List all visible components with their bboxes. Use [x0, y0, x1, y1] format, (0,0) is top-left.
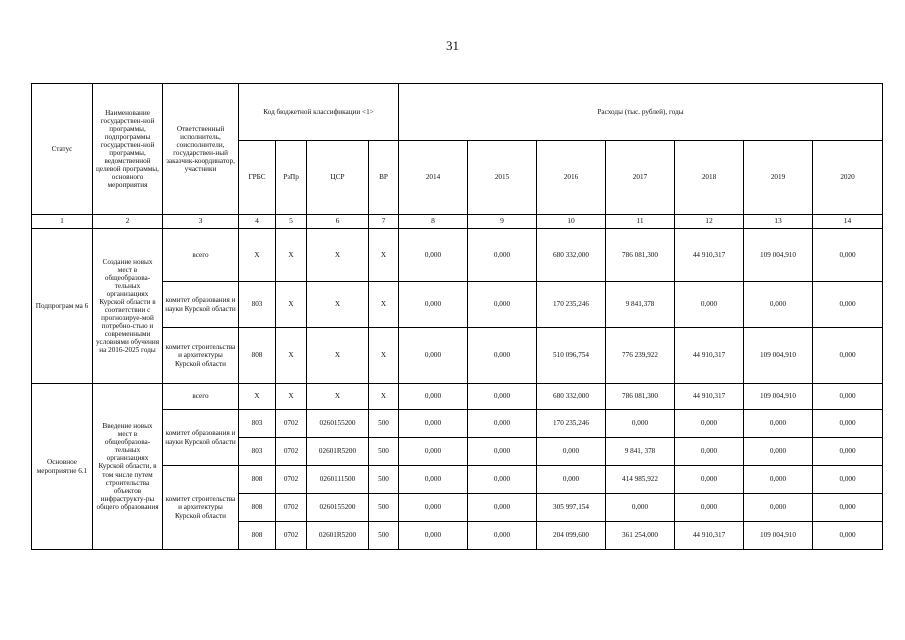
cell-rzpr: X	[276, 328, 307, 384]
cell-value: 170 235,246	[537, 282, 606, 328]
cell-value: 414 985,922	[606, 466, 675, 494]
column-number: 13	[744, 215, 813, 229]
cell-vr: X	[369, 229, 399, 282]
cell-grbs: 808	[239, 328, 276, 384]
cell-csr: X	[307, 384, 369, 410]
cell-value: 9 841,378	[606, 282, 675, 328]
column-number: 1	[32, 215, 93, 229]
cell-value: 776 239,922	[606, 328, 675, 384]
cell-csr: 0260155200	[307, 410, 369, 438]
row-participant: комитет строительства и архитектуры Курской области	[163, 328, 239, 384]
cell-value: 0,000	[537, 466, 606, 494]
column-number: 9	[468, 215, 537, 229]
cell-csr: X	[307, 282, 369, 328]
cell-csr: 0260155200	[307, 494, 369, 522]
cell-value: 0,000	[468, 466, 537, 494]
cell-value: 0,000	[399, 328, 468, 384]
cell-value: 0,000	[468, 494, 537, 522]
cell-value: 9 841, 378	[606, 438, 675, 466]
row-status: Основное мероприятие 6.1	[32, 384, 93, 550]
cell-rzpr: X	[276, 229, 307, 282]
header-year: 2014	[399, 141, 468, 215]
column-number: 3	[163, 215, 239, 229]
cell-value: 0,000	[744, 282, 813, 328]
header-status: Статус	[32, 84, 93, 215]
header-responsible: Ответственный исполнитель, соисполнители, государствен-ный заказчик-координатор, участники	[163, 84, 239, 215]
cell-value: 0,000	[813, 384, 883, 410]
cell-value: 0,000	[468, 328, 537, 384]
cell-csr: 02601R5200	[307, 522, 369, 550]
cell-value: 204 099,600	[537, 522, 606, 550]
cell-grbs: X	[239, 384, 276, 410]
cell-value: 109 004,910	[744, 384, 813, 410]
cell-vr: X	[369, 328, 399, 384]
cell-value: 0,000	[813, 229, 883, 282]
cell-rzpr: X	[276, 282, 307, 328]
cell-value: 109 004,910	[744, 522, 813, 550]
cell-value: 0,000	[537, 438, 606, 466]
cell-vr: X	[369, 282, 399, 328]
column-number-row	[32, 215, 883, 229]
header-year: 2020	[813, 141, 883, 215]
header-year: 2017	[606, 141, 675, 215]
cell-grbs: 808	[239, 494, 276, 522]
row-name: Создание новых мест в общеобразова-тельных организациях Курской области в соответствии с прогнозируе-мой потребно-стью и современными условиями обучения на 2016-2025 годы	[93, 229, 163, 384]
cell-value: 0,000	[675, 410, 744, 438]
cell-value: 0,000	[606, 494, 675, 522]
header-code-rzpr: РзПр	[276, 141, 307, 215]
cell-value: 44 910,317	[675, 229, 744, 282]
cell-value: 0,000	[675, 494, 744, 522]
cell-vr: X	[369, 384, 399, 410]
cell-grbs: 803	[239, 282, 276, 328]
cell-rzpr: 0702	[276, 522, 307, 550]
column-number: 14	[813, 215, 883, 229]
cell-value: 680 332,000	[537, 384, 606, 410]
row-participant: всего	[163, 229, 239, 282]
header-code-csr: ЦСР	[307, 141, 369, 215]
cell-value: 0,000	[744, 466, 813, 494]
column-number: 6	[307, 215, 369, 229]
cell-value: 0,000	[468, 410, 537, 438]
page-number: 31	[446, 38, 459, 53]
cell-vr: 500	[369, 438, 399, 466]
cell-value: 109 004,910	[744, 229, 813, 282]
cell-value: 0,000	[399, 384, 468, 410]
cell-csr: 0260111500	[307, 466, 369, 494]
cell-value: 510 096,754	[537, 328, 606, 384]
row-participant: всего	[163, 384, 239, 410]
cell-grbs: 808	[239, 466, 276, 494]
cell-rzpr: 0702	[276, 494, 307, 522]
cell-value: 0,000	[675, 282, 744, 328]
cell-value: 0,000	[606, 410, 675, 438]
cell-grbs: 803	[239, 438, 276, 466]
column-number: 4	[239, 215, 276, 229]
table-row	[32, 384, 883, 410]
cell-value: 0,000	[813, 522, 883, 550]
cell-rzpr: 0702	[276, 410, 307, 438]
cell-value: 0,000	[468, 282, 537, 328]
cell-value: 0,000	[468, 229, 537, 282]
column-number: 8	[399, 215, 468, 229]
header-name: Наименование государствен-ной программы, подпрограммы государствен-ной программы, ведомственной целевой программы, основного мероприятия	[93, 84, 163, 215]
row-participant: комитет образования и науки Курской области	[163, 282, 239, 328]
cell-value: 44 910,317	[675, 522, 744, 550]
cell-value: 0,000	[399, 410, 468, 438]
cell-value: 361 254,000	[606, 522, 675, 550]
cell-value: 0,000	[675, 438, 744, 466]
cell-value: 0,000	[399, 466, 468, 494]
cell-value: 786 081,300	[606, 384, 675, 410]
cell-value: 0,000	[399, 438, 468, 466]
row-status: Подпрограм ма 6	[32, 229, 93, 384]
cell-value: 0,000	[744, 410, 813, 438]
cell-vr: 500	[369, 522, 399, 550]
cell-rzpr: 0702	[276, 438, 307, 466]
column-number: 5	[276, 215, 307, 229]
cell-csr: X	[307, 229, 369, 282]
column-number: 10	[537, 215, 606, 229]
cell-csr: 02601R5200	[307, 438, 369, 466]
cell-value: 0,000	[813, 494, 883, 522]
cell-grbs: 808	[239, 522, 276, 550]
cell-value: 0,000	[399, 522, 468, 550]
cell-csr: X	[307, 328, 369, 384]
budget-table	[31, 83, 883, 550]
cell-value: 0,000	[813, 438, 883, 466]
column-number: 12	[675, 215, 744, 229]
cell-value: 0,000	[468, 438, 537, 466]
table-row	[32, 229, 883, 282]
column-number: 7	[369, 215, 399, 229]
cell-value: 0,000	[399, 229, 468, 282]
cell-value: 0,000	[744, 438, 813, 466]
header-year: 2019	[744, 141, 813, 215]
cell-value: 0,000	[399, 282, 468, 328]
cell-value: 170 235,246	[537, 410, 606, 438]
header-year: 2016	[537, 141, 606, 215]
column-number: 11	[606, 215, 675, 229]
cell-value: 0,000	[813, 282, 883, 328]
header-expenses: Расходы (тыс. рублей), годы	[399, 84, 883, 141]
cell-value: 0,000	[813, 410, 883, 438]
cell-value: 786 081,300	[606, 229, 675, 282]
row-participant: комитет строительства и архитектуры Курской области	[163, 466, 239, 550]
row-name: Введение новых мест в общеобразова-тельных организациях Курской области, в том числе путем строительства объектов инфраструкту-ры общего образования	[93, 384, 163, 550]
header-year: 2015	[468, 141, 537, 215]
cell-value: 305 997,154	[537, 494, 606, 522]
cell-vr: 500	[369, 410, 399, 438]
cell-vr: 500	[369, 494, 399, 522]
header-code-vr: ВР	[369, 141, 399, 215]
cell-rzpr: 0702	[276, 466, 307, 494]
cell-grbs: X	[239, 229, 276, 282]
cell-value: 0,000	[813, 328, 883, 384]
cell-value: 0,000	[468, 522, 537, 550]
header-budget-code: Код бюджетной классификации <1>	[239, 84, 399, 141]
cell-value: 680 332,000	[537, 229, 606, 282]
cell-value: 0,000	[744, 494, 813, 522]
cell-value: 44 910,317	[675, 328, 744, 384]
cell-value: 0,000	[399, 494, 468, 522]
cell-value: 0,000	[675, 466, 744, 494]
header-year: 2018	[675, 141, 744, 215]
header-code-grbs: ГРБС	[239, 141, 276, 215]
row-participant: комитет образования и науки Курской области	[163, 410, 239, 466]
cell-value: 0,000	[813, 466, 883, 494]
column-number: 2	[93, 215, 163, 229]
cell-value: 0,000	[468, 384, 537, 410]
cell-value: 109 004,910	[744, 328, 813, 384]
cell-grbs: 803	[239, 410, 276, 438]
cell-vr: 500	[369, 466, 399, 494]
cell-value: 44 910,317	[675, 384, 744, 410]
cell-rzpr: X	[276, 384, 307, 410]
